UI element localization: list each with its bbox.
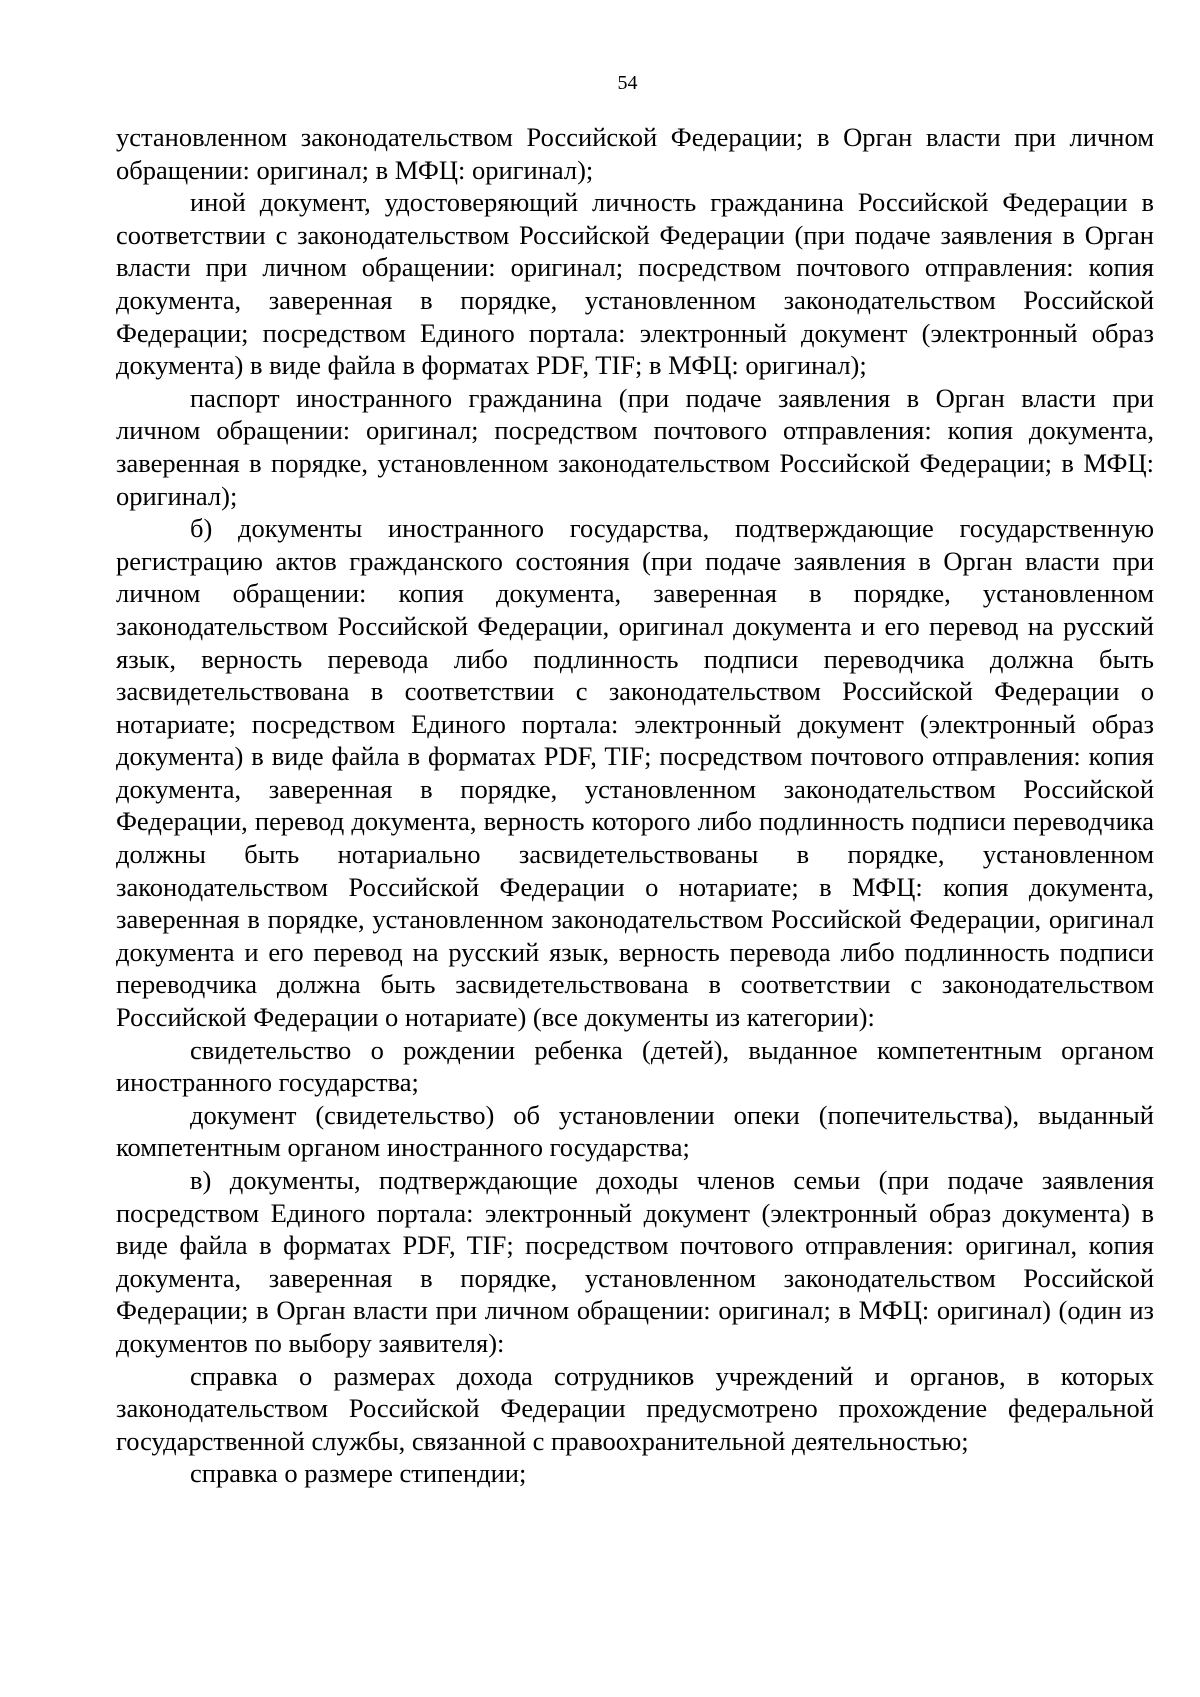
page-number: 54 <box>617 72 638 94</box>
paragraph-guardianship-document: документ (свидетельство) об установлении опеки (попечительства), выданный компетентным органом иностранного государства; <box>116 1099 1154 1163</box>
paragraph-birth-certificate: свидетельство о рождении ребенка (детей), выданное компетентным органом иностранного государства; <box>116 1034 1154 1098</box>
paragraph-stipend-certificate: справка о размере стипендии; <box>190 1458 527 1489</box>
paragraph-foreign-passport: паспорт иностранного гражданина (при подаче заявления в Орган власти при личном обращении: оригинал; посредством почтового отправления: копия документа, заверенная в порядке, установленном законодательством Российской Федерации; в МФЦ: оригинал); <box>116 382 1154 511</box>
document-body <box>116 121 1154 1490</box>
paragraph-income-certificate: справка о размерах дохода сотрудников учреждений и органов, в которых законодательством Российской Федерации предусмотрено прохождение федеральной государственной службы, связанной с правоохранительной деятельностью; <box>116 1360 1154 1456</box>
paragraph-foreign-civil-acts: б) документы иностранного государства, подтверждающие государственную регистрацию актов гражданского состояния (при подаче заявления в Орган власти при личном обращении: копия документа, заверенная в порядке, установленном законодательством Российской Федерации, оригинал документа и его перевод на русский язык, верность перевода либо подлинность подписи переводчика должна быть засвидетельствована в соответствии с законодательством Российской Федерации о нотариате; посредством Единого портала: электронный документ (электронный образ документа) в виде файла в форматах PDF, TIF; посредством почтового отправления: копия документа, заверенная в порядке, установленном законодательством Российской Федерации, перевод документа, верность которого либо подлинность подписи переводчика должны быть нотариально засвидетельствованы в порядке, установленном законодательством Российской Федерации о нотариате; в МФЦ: копия документа, заверенная в порядке, установленном законодательством Российской Федерации, оригинал документа и его перевод на русский язык, верность перевода либо подлинность подписи переводчика должна быть засвидетельствована в соответствии с законодательством Российской Федерации о нотариате) (все документы из категории): <box>116 513 1154 1033</box>
paragraph-identity-document: иной документ, удостоверяющий личность гражданина Российской Федерации в соответствии с законодательством Российской Федерации (при подаче заявления в Орган власти при личном обращении: оригинал; посредством почтового отправления: копия документа, заверенная в порядке, установленном законодательством Российской Федерации; посредством Единого портала: электронный документ (электронный образ документа) в виде файла в форматах PDF, TIF; в МФЦ: оригинал); <box>116 187 1154 381</box>
paragraph-continuation: установленном законодательством Российской Федерации; в Орган власти при личном обращении: оригинал; в МФЦ: оригинал); <box>116 122 1154 185</box>
paragraph-income-documents: в) документы, подтверждающие доходы членов семьи (при подаче заявления посредством Единого портала: электронный документ (электронный образ документа) в виде файла в форматах PDF, TIF; посредством почтового отправления: оригинал, копия документа, заверенная в порядке, установленном законодательством Российской Федерации; в Орган власти при личном обращении: оригинал; в МФЦ: оригинал) (один из документов по выбору заявителя): <box>116 1165 1154 1358</box>
